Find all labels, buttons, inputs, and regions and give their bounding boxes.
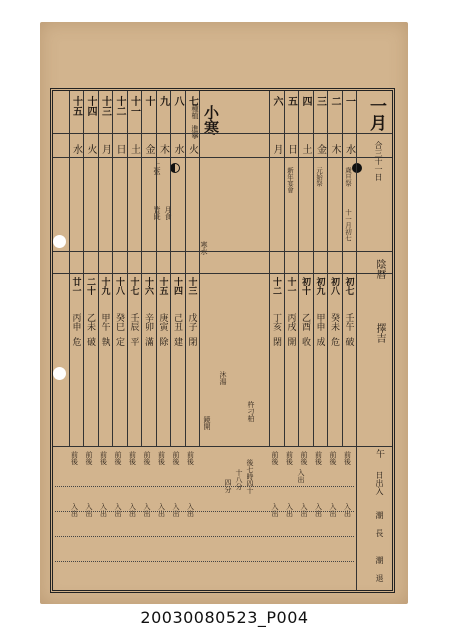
- tide-label: 潮: [375, 511, 384, 519]
- grid-line: [327, 91, 328, 446]
- lunar-day: 廿一: [70, 277, 81, 295]
- ganzhi: 壬辰: [128, 313, 139, 331]
- ganzhi: 壬午: [343, 313, 354, 331]
- grid-line: [53, 446, 392, 447]
- weekday: 木: [329, 144, 340, 154]
- weekday: 金: [314, 144, 326, 154]
- tide-row: 前後: [85, 451, 93, 465]
- tide-time: 入出: [157, 503, 166, 517]
- ganzhi: 乙酉: [300, 313, 310, 331]
- tide-time: 入出: [329, 503, 337, 517]
- day-number: 七: [186, 96, 198, 106]
- tide-time: 入出: [70, 503, 79, 517]
- solar-term-sub: 種植: [191, 105, 199, 119]
- auspicious-label: 擇吉: [374, 323, 385, 343]
- grid-line: [69, 91, 70, 446]
- grid-line: [83, 91, 84, 446]
- tide-time: 入出: [285, 503, 294, 517]
- tide-time: 入出: [114, 503, 122, 517]
- day-number: 二: [329, 96, 340, 106]
- weekday: 金: [143, 144, 154, 154]
- lunar-day: 初十: [300, 277, 310, 295]
- jianchu: 危: [70, 337, 81, 346]
- jianchu: 閉: [271, 337, 281, 346]
- weekday: 土: [128, 144, 140, 154]
- lunar-day: 十四: [172, 277, 182, 295]
- ganzhi: 甲午: [99, 313, 110, 331]
- jianchu: 破: [343, 337, 354, 346]
- jianchu: 收: [300, 337, 310, 346]
- jianchu: 閉: [186, 337, 197, 346]
- table-rule: [55, 536, 354, 537]
- tide-row: 前後: [70, 451, 79, 465]
- jianchu: 平: [128, 337, 139, 346]
- tide-time: 入出: [343, 503, 352, 517]
- tide-time: 入出: [300, 503, 308, 517]
- ganzhi: 戊子: [186, 313, 197, 331]
- grid-line: [170, 91, 171, 446]
- lunar-day: 十三: [186, 277, 197, 295]
- tide-row: 前後: [128, 451, 137, 465]
- table-rule: [55, 511, 354, 512]
- ganzhi: 己丑: [172, 313, 182, 331]
- almanac-page: [40, 22, 408, 604]
- tide-time: 入出: [85, 503, 93, 517]
- moon-note: 皆既: [153, 206, 161, 220]
- grid-line: [313, 91, 314, 446]
- tide-time: 入出: [172, 503, 180, 517]
- tide-row: 前後: [314, 451, 323, 465]
- lunar-day: 初九: [314, 277, 325, 295]
- holiday-note: 新年宴會: [286, 167, 294, 193]
- lunar-day: 初七: [343, 277, 354, 295]
- weekday: 日: [114, 144, 125, 154]
- jianchu: 成: [314, 337, 325, 346]
- weekday: 水: [343, 144, 355, 154]
- ganzhi: 丙戌: [285, 313, 296, 331]
- solar-term: 小寒: [202, 105, 220, 135]
- holiday-note: 元始祭: [315, 167, 323, 187]
- weekday: 月: [271, 144, 282, 154]
- day-number: 十二: [114, 96, 125, 116]
- day-number: 六: [271, 96, 282, 106]
- lunar-day: 十一: [285, 277, 296, 295]
- tide-row: 前後: [329, 451, 337, 465]
- special-note: 鏡開: [203, 416, 211, 430]
- tide-time: 入出: [128, 503, 137, 517]
- sunrise-label: 日出入: [375, 471, 384, 495]
- tide-row: 前後: [114, 451, 122, 465]
- special-note: 沐湯: [219, 371, 227, 385]
- sun-note: 後七時四十: [246, 459, 254, 494]
- month-days: 合三十一日: [374, 141, 383, 181]
- ganzhi: 癸未: [329, 313, 339, 331]
- ganzhi: 丁亥: [271, 313, 281, 331]
- special-note: 寒水: [200, 241, 208, 255]
- grid-line: [98, 91, 99, 446]
- jianchu: 建: [172, 337, 182, 346]
- weekday: 水: [70, 144, 82, 154]
- day-number: 十四: [85, 96, 96, 116]
- tide-time: 入出: [314, 503, 323, 517]
- weekday: 木: [157, 144, 169, 154]
- tide-label: 長: [375, 529, 384, 537]
- grid-line: [356, 91, 357, 590]
- jianchu: 執: [99, 337, 110, 346]
- moon-note: 上弦: [153, 161, 161, 175]
- ganzhi: 甲申: [314, 313, 325, 331]
- lunar-day: 十六: [143, 277, 153, 295]
- lunar-day: 十九: [99, 277, 110, 295]
- table-rule: [55, 486, 354, 487]
- special-note: 杵刁柏: [247, 401, 255, 422]
- table-rule: [55, 561, 354, 562]
- lunar-date: 十一月初七: [344, 209, 352, 242]
- lunar-day: 十五: [157, 277, 168, 295]
- weekday: 日: [285, 144, 297, 154]
- tide-time: 入出: [186, 503, 195, 517]
- tide-row: 前後: [172, 451, 180, 465]
- sun-note: 四分: [224, 479, 232, 493]
- jianchu: 定: [114, 337, 124, 346]
- day-number: 十一: [128, 96, 140, 116]
- sun-note: 十八分: [235, 469, 243, 490]
- day-number: 十五: [70, 96, 82, 116]
- ganzhi: 辛卯: [143, 313, 153, 331]
- tide-label: 潮: [375, 556, 384, 564]
- day-number: 一: [343, 96, 355, 106]
- tide-row: 前後: [343, 451, 352, 465]
- moon-note: 月食: [164, 206, 172, 220]
- jianchu: 除: [157, 337, 168, 346]
- month-title: 一月: [366, 97, 386, 131]
- grid-line: [269, 91, 270, 446]
- tide-row: 前後: [271, 451, 279, 465]
- tide-row: 前後: [157, 451, 166, 465]
- grid-line: [112, 91, 113, 446]
- holiday-note: 歲旦祭: [344, 167, 352, 187]
- lunar-day: 十七: [128, 277, 139, 295]
- grid-line: [199, 91, 200, 446]
- tide-time: 入出: [143, 503, 151, 517]
- lunar-day: 二十: [85, 277, 95, 295]
- grid-line: [185, 91, 186, 446]
- tide-time-label: 入出: [297, 469, 305, 483]
- ganzhi: 乙未: [85, 313, 95, 331]
- grid-line: [284, 91, 285, 446]
- jianchu: 危: [329, 337, 339, 346]
- grid-line: [298, 91, 299, 446]
- grid-line: [156, 91, 157, 446]
- archive-caption: 20030080523_P004: [140, 608, 309, 627]
- tide-row: 前後: [285, 451, 294, 465]
- weekday: 水: [172, 144, 183, 154]
- weekday: 土: [300, 144, 311, 154]
- day-number: 三: [314, 96, 326, 106]
- grid-line: [141, 91, 142, 446]
- day-number: 九: [157, 96, 169, 106]
- day-number: 十: [143, 96, 154, 106]
- tide-time: 入出: [271, 503, 279, 517]
- tide-row: 前後: [300, 451, 308, 465]
- tides-header: 午: [374, 449, 384, 458]
- grid-line: [342, 91, 343, 446]
- weekday: 火: [85, 144, 96, 154]
- tide-time: 入出: [99, 503, 108, 517]
- tide-row: 前後: [143, 451, 151, 465]
- lunar-label: 陰暦: [374, 259, 385, 279]
- weekday: 月: [99, 144, 111, 154]
- calendar-frame: [50, 88, 395, 593]
- grid-line: [127, 91, 128, 446]
- day-number: 五: [285, 96, 297, 106]
- full-moon-icon: [352, 163, 362, 173]
- tide-label: 退: [375, 574, 384, 582]
- day-number: 十三: [99, 96, 111, 116]
- ganzhi: 庚寅: [157, 313, 168, 331]
- tide-row: 前後: [186, 451, 195, 465]
- ganzhi: 丙申: [70, 313, 81, 331]
- day-number: 八: [172, 96, 183, 106]
- tide-row: 前後: [99, 451, 108, 465]
- solar-term-sub: 進擧: [191, 125, 199, 139]
- jianchu: 破: [85, 337, 95, 346]
- jianchu: 開: [285, 337, 296, 346]
- lunar-day: 十二: [271, 277, 281, 295]
- jianchu: 滿: [143, 337, 153, 346]
- lunar-day: 十八: [114, 277, 124, 295]
- ganzhi: 癸巳: [114, 313, 124, 331]
- day-number: 四: [300, 96, 311, 106]
- quarter-moon-icon: [170, 163, 180, 173]
- weekday: 火: [186, 144, 198, 154]
- lunar-day: 初八: [329, 277, 339, 295]
